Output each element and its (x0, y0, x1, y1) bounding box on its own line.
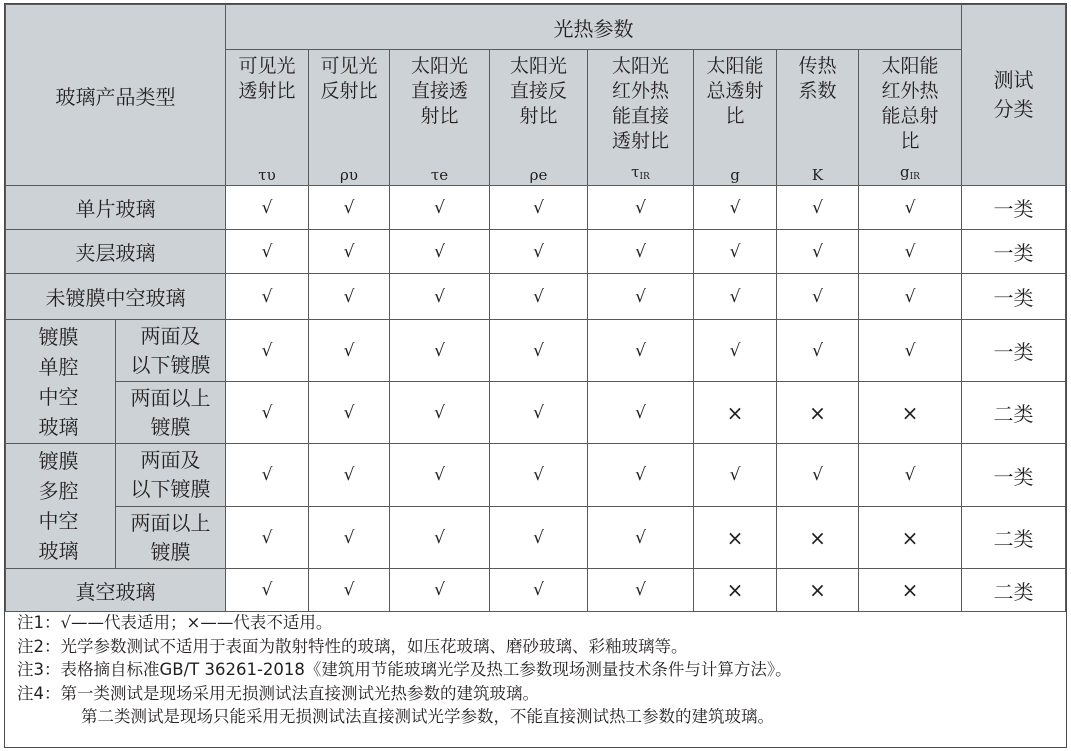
check-mark-cell: √ (309, 186, 390, 230)
check-mark-cell: √ (490, 569, 588, 612)
param-name-line: 可见光 (320, 55, 378, 77)
check-mark-cell: √ (309, 320, 390, 382)
param-header-4 (588, 50, 694, 186)
param-header-0 (226, 50, 309, 186)
coating-sub-label (116, 382, 226, 444)
check-mark-cell: √ (588, 320, 694, 382)
cross-mark-cell: × (777, 569, 859, 612)
param-name (777, 50, 858, 104)
check-mark-cell: √ (859, 444, 962, 507)
param-header-6 (777, 50, 859, 186)
check-mark-cell: √ (390, 320, 490, 382)
note-2: 注2：光学参数测试不适用于表面为散射特性的玻璃，如压花玻璃、磨砂玻璃、彩釉玻璃等。 (17, 636, 688, 656)
cross-mark-cell: × (859, 382, 962, 444)
param-symbol-main: τ (631, 163, 640, 181)
note-1: 注1：√——代表适用；×——代表不适用。 (17, 613, 333, 632)
param-name-line: 太阳光 (611, 55, 669, 77)
param-name-line: 可见光 (238, 55, 296, 77)
check-mark-cell: √ (490, 444, 588, 507)
check-mark-cell: √ (777, 274, 859, 320)
check-mark-cell: √ (588, 230, 694, 274)
check-mark-cell: √ (226, 274, 309, 320)
check-mark-cell: √ (588, 569, 694, 612)
param-symbol-main: ρυ (340, 166, 358, 184)
param-name-line: 太阳能 (881, 55, 939, 77)
group-label-text (39, 446, 83, 566)
cross-mark-cell: × (859, 507, 962, 569)
check-mark-cell: √ (694, 274, 777, 320)
coating-sub-label (116, 320, 226, 382)
test-class-cell: 一类 (962, 230, 1066, 274)
param-name-line: 比 (725, 105, 745, 127)
table-row (6, 186, 1066, 230)
table-row (6, 507, 1066, 569)
check-mark-cell: √ (390, 569, 490, 612)
param-symbol (490, 166, 587, 184)
row-label: 未镀膜中空玻璃 (6, 274, 226, 320)
check-mark-cell: √ (309, 569, 390, 612)
cross-mark-cell: × (694, 507, 777, 569)
check-mark-cell: √ (777, 186, 859, 230)
param-name-line: 直接反 (509, 80, 567, 102)
sub-label-line: 以下镀膜 (130, 477, 211, 501)
param-name (694, 50, 776, 129)
check-mark-cell: √ (309, 230, 390, 274)
group-label (6, 444, 116, 569)
group-label-line: 单腔 (38, 354, 79, 379)
param-name-line: 红外热 (881, 80, 939, 102)
check-mark-cell: √ (777, 230, 859, 274)
group-label-line: 玻璃 (38, 539, 79, 563)
param-name-line: 太阳光 (509, 55, 567, 77)
check-mark-cell: √ (390, 274, 490, 320)
check-mark-cell: √ (694, 186, 777, 230)
check-mark-cell: √ (226, 186, 309, 230)
param-symbol-main: τυ (258, 166, 276, 184)
param-name-line: 反射比 (320, 80, 378, 102)
check-mark-cell: √ (859, 186, 962, 230)
cross-mark-cell: × (694, 569, 777, 612)
cross-mark-cell: × (694, 382, 777, 444)
check-mark-cell: √ (490, 507, 588, 569)
param-name (588, 50, 693, 154)
check-mark-cell: √ (694, 444, 777, 507)
param-symbol (777, 166, 858, 184)
check-mark-cell: √ (226, 320, 309, 382)
param-name-line: 系数 (798, 80, 837, 102)
check-mark-cell: √ (309, 507, 390, 569)
header-product-type: 玻璃产品类型 (6, 5, 226, 186)
check-mark-cell: √ (859, 230, 962, 274)
check-mark-cell: √ (490, 186, 588, 230)
note-4: 注4：第一类测试是现场采用无损测试法直接测试光热参数的建筑玻璃。 (17, 683, 539, 703)
table-row (6, 444, 1066, 507)
param-name-line: 太阳能 (706, 55, 764, 77)
check-mark-cell: √ (226, 382, 309, 444)
test-class-cell: 二类 (962, 569, 1066, 612)
param-name (859, 50, 961, 154)
param-symbol (226, 166, 308, 184)
param-name-line: 射比 (519, 105, 558, 127)
note-3: 注3：表格摘自标准GB/T 36261-2018《建筑用节能玻璃光学及热工参数现场测量技术条件与计算方法》。 (17, 660, 792, 679)
group-label (6, 320, 116, 444)
param-name-line: 射比 (420, 105, 459, 127)
check-mark-cell: √ (390, 186, 490, 230)
sub-label-line: 以下镀膜 (130, 352, 211, 377)
coating-sub-label (116, 444, 226, 507)
header-group-optical-thermal: 光热参数 (226, 5, 962, 50)
header-test-class (962, 5, 1066, 186)
test-class-cell: 一类 (962, 186, 1066, 230)
check-mark-cell: √ (226, 444, 309, 507)
check-mark-cell: √ (859, 274, 962, 320)
check-mark-cell: √ (490, 230, 588, 274)
cross-mark-cell: × (859, 569, 962, 612)
header-test-class-text: 测试分类 (993, 68, 1034, 121)
notes (5, 611, 1065, 729)
check-mark-cell: √ (390, 230, 490, 274)
check-mark-cell: √ (390, 444, 490, 507)
param-symbol-main: K (811, 166, 824, 184)
cross-mark-cell: × (777, 382, 859, 444)
check-mark-cell: √ (226, 569, 309, 612)
check-mark-cell: √ (859, 320, 962, 382)
param-symbol (390, 166, 489, 184)
param-symbol (588, 163, 693, 184)
param-name-line: 比 (900, 130, 920, 152)
check-mark-cell: √ (588, 444, 694, 507)
check-mark-cell: √ (226, 507, 309, 569)
test-class-cell: 二类 (962, 507, 1066, 569)
group-label-line: 多腔 (38, 479, 79, 503)
group-label-line: 玻璃 (38, 414, 79, 439)
cross-mark-cell: × (777, 507, 859, 569)
check-mark-cell: √ (777, 320, 859, 382)
check-mark-cell: √ (226, 230, 309, 274)
param-name-line: 能总射 (881, 105, 939, 127)
param-symbol-main: τe (430, 166, 449, 184)
check-mark-cell: √ (490, 382, 588, 444)
check-mark-cell: √ (490, 320, 588, 382)
table-row (6, 569, 1066, 612)
group-label-text (39, 322, 83, 442)
check-mark-cell: √ (309, 274, 390, 320)
check-mark-cell: √ (588, 382, 694, 444)
param-symbol-main: g (900, 163, 910, 181)
row-label: 真空玻璃 (6, 569, 226, 612)
param-name-line: 传热 (798, 55, 837, 77)
param-header-7 (859, 50, 962, 186)
sub-label-line: 镀膜 (150, 539, 191, 564)
param-name-line: 透射比 (611, 130, 669, 152)
param-header-1 (309, 50, 390, 186)
param-symbol (859, 163, 961, 184)
coating-sub-label (116, 507, 226, 569)
param-header-3 (490, 50, 588, 186)
table-row (6, 320, 1066, 382)
sub-label-line: 两面及 (140, 323, 201, 348)
table-row (6, 274, 1066, 320)
param-symbol-main: ρe (529, 166, 548, 184)
param-header-5 (694, 50, 777, 186)
param-name-line: 总透射 (706, 80, 764, 102)
param-name (309, 50, 389, 104)
sub-label-line: 两面以上 (130, 510, 211, 535)
param-name-line: 透射比 (238, 80, 296, 102)
check-mark-cell: √ (490, 274, 588, 320)
check-mark-cell: √ (309, 444, 390, 507)
param-header-2 (390, 50, 490, 186)
group-label-line: 镀膜 (38, 449, 79, 473)
check-mark-cell: √ (777, 444, 859, 507)
param-symbol (694, 166, 776, 184)
row-label: 夹层玻璃 (6, 230, 226, 274)
check-mark-cell: √ (390, 382, 490, 444)
check-mark-cell: √ (588, 274, 694, 320)
note-4-continued: 第二类测试是现场只能采用无损测试法直接测试光学参数，不能直接测试热工参数的建筑玻璃。 (81, 707, 774, 726)
param-name-line: 直接透 (410, 80, 468, 102)
check-mark-cell: √ (309, 382, 390, 444)
param-symbol-sub: IR (909, 172, 920, 182)
param-name-line: 太阳光 (410, 55, 468, 77)
table-row (6, 382, 1066, 444)
param-symbol (309, 166, 389, 184)
test-class-cell: 一类 (962, 444, 1066, 507)
param-name (490, 50, 587, 129)
sub-label-line: 两面及 (140, 448, 201, 472)
row-label: 单片玻璃 (6, 186, 226, 230)
check-mark-cell: √ (694, 320, 777, 382)
test-class-cell: 二类 (962, 382, 1066, 444)
check-mark-cell: √ (390, 507, 490, 569)
table-row (6, 230, 1066, 274)
param-symbol-main: g (730, 166, 740, 184)
sub-label-line: 镀膜 (150, 414, 191, 439)
param-name (226, 50, 308, 104)
test-class-cell: 一类 (962, 274, 1066, 320)
check-mark-cell: √ (694, 230, 777, 274)
group-label-line: 镀膜 (38, 324, 79, 349)
param-name (390, 50, 489, 129)
test-class-cell: 一类 (962, 320, 1066, 382)
param-symbol-sub: IR (639, 172, 650, 182)
group-label-line: 中空 (38, 384, 79, 409)
param-name-line: 红外热 (611, 80, 669, 102)
document-frame (4, 3, 1067, 748)
check-mark-cell: √ (588, 186, 694, 230)
group-label-line: 中空 (38, 509, 79, 533)
glass-parameter-table (5, 4, 1066, 612)
sub-label-line: 两面以上 (130, 385, 211, 410)
param-name-line: 能直接 (611, 105, 669, 127)
check-mark-cell: √ (588, 507, 694, 569)
